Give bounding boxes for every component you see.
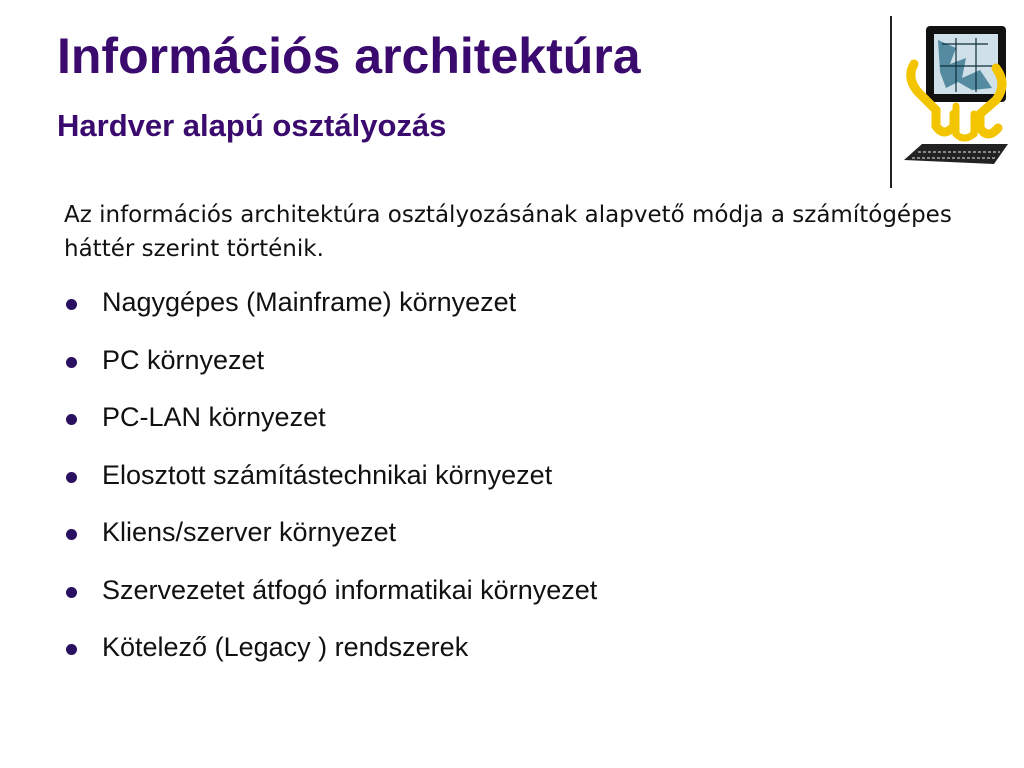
- computer-monitor-icon: [896, 18, 1016, 178]
- list-item: [64, 340, 597, 398]
- divider-line: [890, 16, 892, 188]
- bullet-text: PC környezet: [102, 344, 265, 375]
- bullet-dot-icon: [66, 299, 77, 310]
- bullet-dot-icon: [66, 587, 77, 598]
- bullet-text: Elosztott számítástechnikai környezet: [102, 459, 553, 490]
- bullet-dot-icon: [66, 529, 77, 540]
- list-item: [64, 570, 597, 628]
- slide-subtitle: Hardver alapú osztályozás: [57, 108, 447, 143]
- bullet-text: Nagygépes (Mainframe) környezet: [102, 287, 517, 317]
- bullet-text: Szervezetet átfogó informatikai környezet: [102, 574, 598, 605]
- intro-paragraph: Az információs architektúra osztályozásának alapvető módja a számítógépes háttér szerint történik.: [64, 202, 952, 262]
- list-item: [64, 397, 597, 455]
- bullet-dot-icon: [66, 357, 77, 368]
- list-item: [64, 282, 597, 340]
- list-item: [64, 627, 597, 685]
- bullet-dot-icon: [66, 644, 77, 655]
- bullet-dot-icon: [66, 414, 77, 425]
- bullet-text: Kötelező (Legacy ) rendszerek: [102, 632, 469, 662]
- slide-title: Információs architektúra: [57, 28, 641, 84]
- bullet-dot-icon: [66, 472, 77, 483]
- list-item: [64, 512, 597, 570]
- bullet-text: PC-LAN környezet: [102, 402, 326, 432]
- bullet-list: [64, 282, 597, 685]
- bullet-text: Kliens/szerver környezet: [102, 517, 397, 547]
- list-item: [64, 455, 597, 513]
